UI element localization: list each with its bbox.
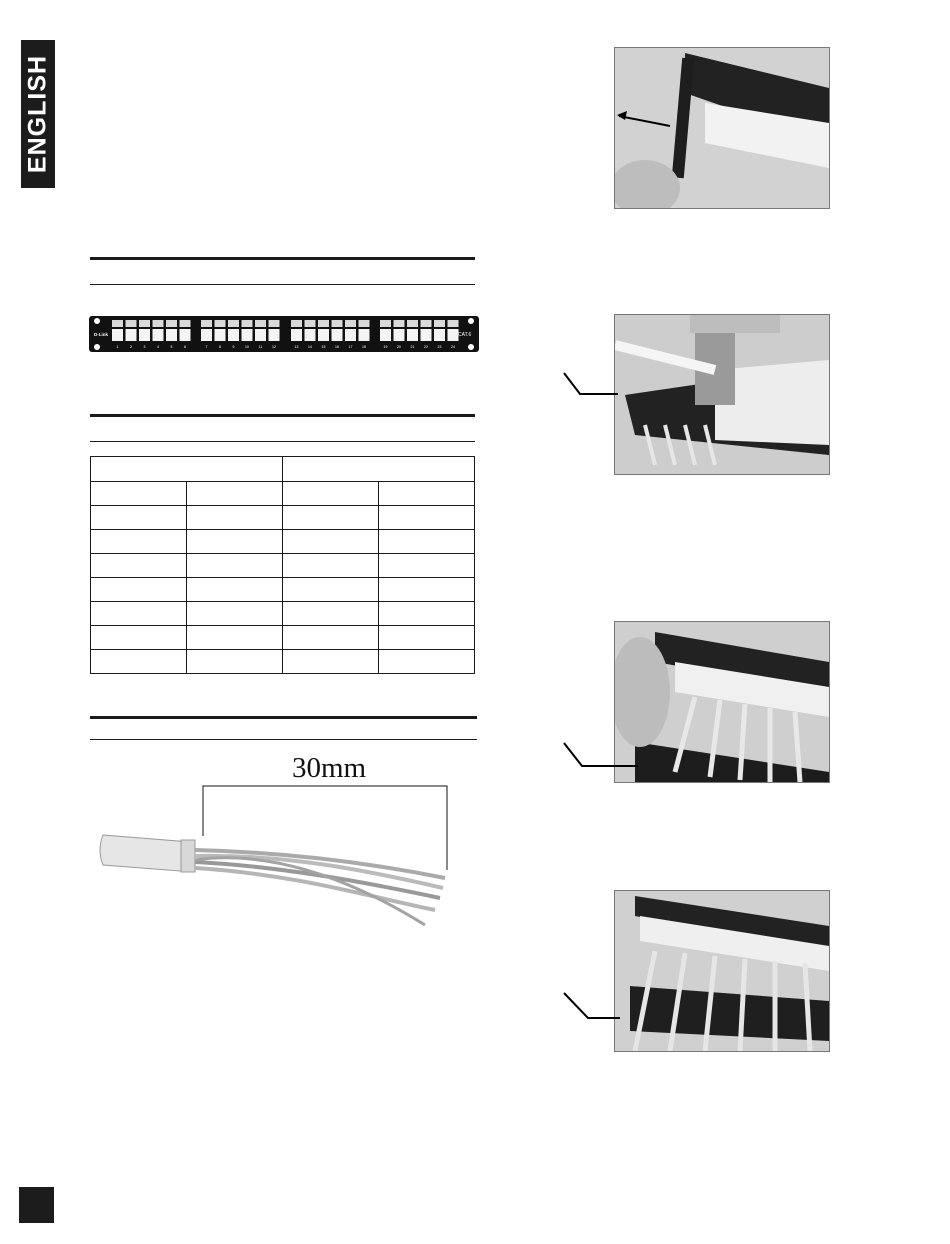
table-row bbox=[91, 602, 475, 626]
step-photo-4 bbox=[614, 890, 830, 1052]
port-label-strip bbox=[139, 320, 150, 327]
port-number: 23 bbox=[437, 345, 442, 349]
callout-arrow-2 bbox=[560, 370, 620, 400]
port-number: 7 bbox=[205, 345, 208, 349]
port-label-strip bbox=[112, 320, 123, 327]
port-jack bbox=[112, 329, 123, 341]
port-jack bbox=[201, 329, 212, 341]
port-label-strip bbox=[126, 320, 137, 327]
port-jack bbox=[421, 329, 432, 341]
port-number: 8 bbox=[219, 345, 221, 349]
stripped-cable-diagram bbox=[95, 780, 465, 940]
port-label-strip bbox=[269, 320, 280, 327]
port-number: 20 bbox=[397, 345, 401, 349]
section-rule-top-2 bbox=[90, 414, 475, 417]
step-photo-2 bbox=[614, 314, 830, 475]
port-label-strip bbox=[359, 320, 370, 327]
port-jack bbox=[269, 329, 280, 341]
port-label-strip bbox=[448, 320, 459, 327]
table-header-cell-a bbox=[91, 457, 283, 482]
port-jack bbox=[126, 329, 137, 341]
step-photo-1 bbox=[614, 47, 830, 209]
port-number: 2 bbox=[130, 345, 132, 349]
port-number: 22 bbox=[424, 345, 428, 349]
callout-arrow-4 bbox=[560, 990, 622, 1024]
strip-length-label: 30mm bbox=[292, 752, 367, 784]
port-label-strip bbox=[434, 320, 445, 327]
spec-table bbox=[90, 456, 475, 674]
section-rule-top bbox=[90, 257, 475, 260]
port-label-strip bbox=[242, 320, 253, 327]
page-number-box bbox=[19, 1187, 54, 1223]
port-label-strip bbox=[255, 320, 266, 327]
section-rule-bottom-3 bbox=[90, 739, 477, 740]
port-label-strip bbox=[394, 320, 405, 327]
port-number: 13 bbox=[294, 345, 299, 349]
port-jack bbox=[318, 329, 329, 341]
port-number: 1 bbox=[116, 345, 119, 349]
port-jack bbox=[345, 329, 356, 341]
port-number: 16 bbox=[335, 345, 339, 349]
port-label-strip bbox=[180, 320, 191, 327]
port-jack bbox=[180, 329, 191, 341]
port-label-strip bbox=[380, 320, 391, 327]
port-jack bbox=[215, 329, 226, 341]
port-label-strip bbox=[153, 320, 164, 327]
port-label-strip bbox=[318, 320, 329, 327]
port-jack bbox=[380, 329, 391, 341]
port-number: 24 bbox=[451, 345, 455, 349]
callout-arrow-3 bbox=[560, 740, 640, 772]
port-number: 12 bbox=[272, 345, 276, 349]
port-jack bbox=[407, 329, 418, 341]
port-jack bbox=[332, 329, 343, 341]
port-number: 17 bbox=[348, 345, 353, 349]
port-label-strip bbox=[332, 320, 343, 327]
port-number: 6 bbox=[184, 345, 186, 349]
port-label-strip bbox=[345, 320, 356, 327]
section-rule-top-3 bbox=[90, 716, 477, 719]
port-label-strip bbox=[228, 320, 239, 327]
port-number: 15 bbox=[321, 345, 326, 349]
language-tab bbox=[21, 40, 55, 188]
panel-brand: D-Link bbox=[94, 332, 108, 337]
port-jack bbox=[448, 329, 459, 341]
section-rule-bottom-2 bbox=[90, 441, 475, 442]
port-jack bbox=[228, 329, 239, 341]
port-jack bbox=[255, 329, 266, 341]
port-jack bbox=[359, 329, 370, 341]
port-number: 18 bbox=[362, 345, 366, 349]
port-label-strip bbox=[215, 320, 226, 327]
port-jack bbox=[305, 329, 316, 341]
table-row bbox=[91, 482, 475, 506]
port-jack bbox=[153, 329, 164, 341]
step-photo-3 bbox=[614, 621, 830, 783]
patch-panel-diagram bbox=[88, 314, 480, 354]
port-jack bbox=[434, 329, 445, 341]
port-jack bbox=[291, 329, 302, 341]
table-header-row bbox=[91, 457, 475, 482]
table-row bbox=[91, 650, 475, 674]
port-number: 9 bbox=[232, 345, 235, 349]
port-number: 11 bbox=[258, 345, 263, 349]
port-number: 5 bbox=[170, 345, 173, 349]
port-number: 10 bbox=[245, 345, 249, 349]
port-number: 21 bbox=[410, 345, 415, 349]
port-label-strip bbox=[421, 320, 432, 327]
port-jack bbox=[166, 329, 177, 341]
port-label-strip bbox=[166, 320, 177, 327]
panel-category: CAT.6 bbox=[458, 332, 472, 338]
port-number: 4 bbox=[157, 345, 159, 349]
port-label-strip bbox=[305, 320, 316, 327]
table-row bbox=[91, 530, 475, 554]
port-jack bbox=[139, 329, 150, 341]
port-number: 3 bbox=[143, 345, 146, 349]
language-tab-label: ENGLISH bbox=[23, 54, 52, 174]
table-row bbox=[91, 626, 475, 650]
table-row bbox=[91, 554, 475, 578]
table-row bbox=[91, 578, 475, 602]
table-header-cell-b bbox=[283, 457, 475, 482]
section-rule-bottom bbox=[90, 284, 475, 285]
port-jack bbox=[394, 329, 405, 341]
port-number: 14 bbox=[308, 345, 312, 349]
port-number: 19 bbox=[383, 345, 388, 349]
port-label-strip bbox=[407, 320, 418, 327]
port-label-strip bbox=[201, 320, 212, 327]
port-label-strip bbox=[291, 320, 302, 327]
port-jack bbox=[242, 329, 253, 341]
table-row bbox=[91, 506, 475, 530]
